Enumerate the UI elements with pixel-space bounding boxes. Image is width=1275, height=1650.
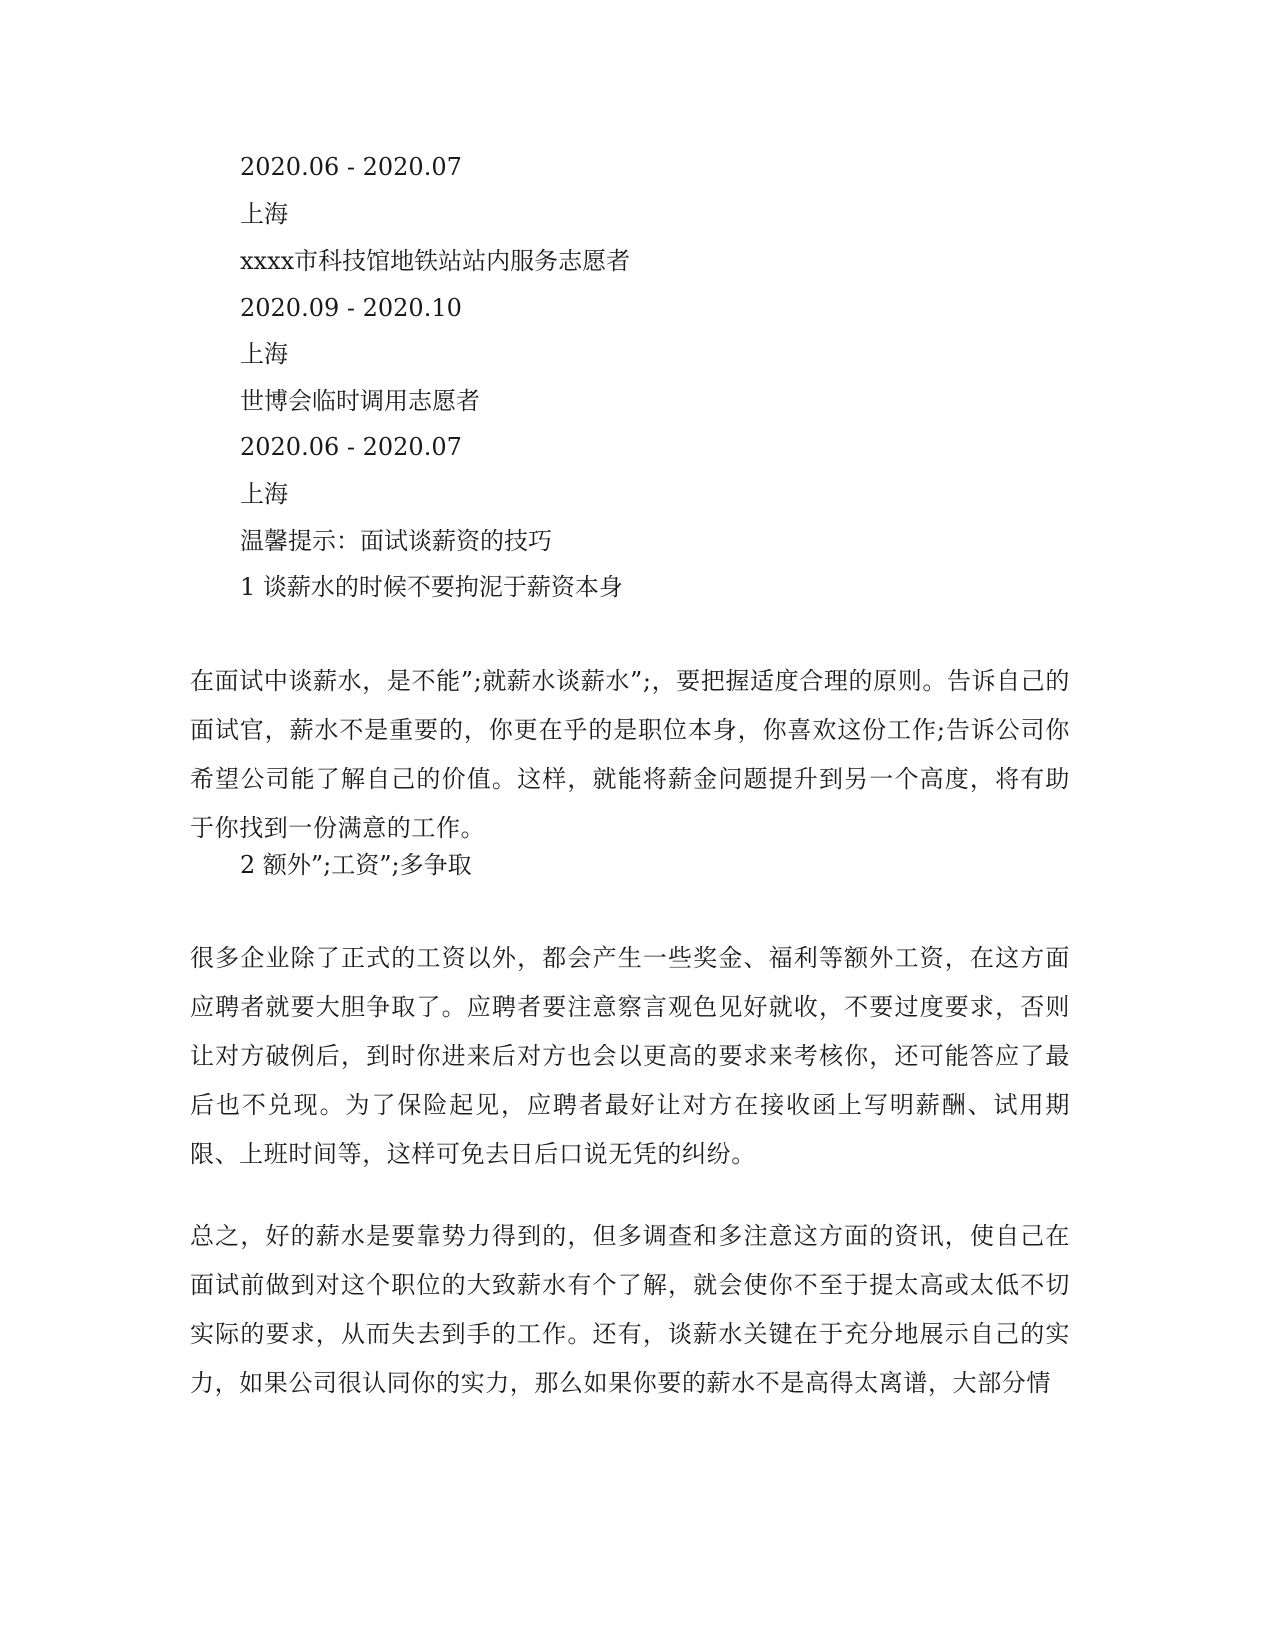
entry-role: xxxx市科技馆地铁站站内服务志愿者 <box>240 247 631 275</box>
summary-body: 总之，好的薪水是要靠势力得到的，但多调查和多注意这方面的资讯，使自己在面试前做到对这个职位的大致薪水有个了解，就会使你不至于提太高或太低不切实际的要求，从而失去到手的工作。还有，谈薪水关键在于充分地展示自己的实力，如果公司很认同你的实力，那么如果你要的薪水不是高得太离谱，大部分情 <box>190 1222 1070 1397</box>
tip1-heading: 1 谈薪水的时候不要拘泥于薪资本身 <box>240 573 623 601</box>
tip1-body: 在面试中谈薪水，是不能”;就薪水谈薪水”;，要把握适度合理的原则。告诉自己的面试官，薪水不是重要的，你更在乎的是职位本身，你喜欢这份工作;告诉公司你希望公司能了解自己的价值。这样，就能将薪金问题提升到另一个高度，将有助于你找到一份满意的工作。 <box>190 667 1070 842</box>
entry-location: 上海 <box>240 340 288 368</box>
entry-date: 2020.06 - 2020.07 <box>240 153 462 181</box>
tip-title: 温馨提示：面试谈薪资的技巧 <box>240 527 552 555</box>
entry-date: 2020.09 - 2020.10 <box>240 294 462 322</box>
entry-date: 2020.06 - 2020.07 <box>240 433 462 461</box>
entry-location: 上海 <box>240 200 288 228</box>
tip2-body: 很多企业除了正式的工资以外，都会产生一些奖金、福利等额外工资，在这方面应聘者就要大胆争取了。应聘者要注意察言观色见好就收，不要过度要求，否则让对方破例后，到时你进来后对方也会以更高的要求来考核你，还可能答应了最后也不兑现。为了保险起见，应聘者最好让对方在接收函上写明薪酬、试用期限、上班时间等，这样可免去日后口说无凭的纠纷。 <box>190 944 1070 1168</box>
entry-role: 世博会临时调用志愿者 <box>240 387 480 415</box>
entry-location: 上海 <box>240 480 288 508</box>
tip2-heading: 2 额外”;工资”;多争取 <box>240 851 472 879</box>
